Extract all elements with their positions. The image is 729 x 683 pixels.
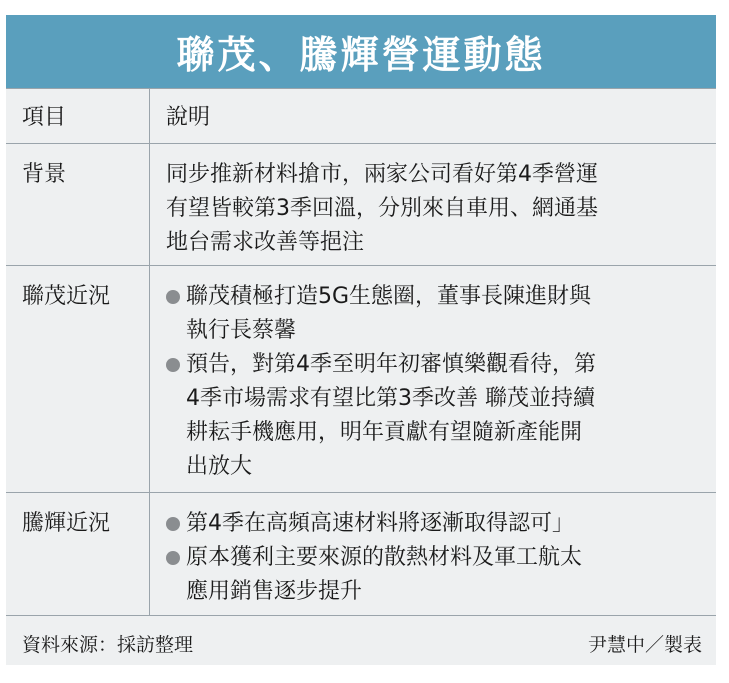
header-col-item [6,89,150,144]
desc-line: 同步推新材料搶市，兩家公司看好第4季營運 [166,162,598,187]
page-title: 聯茂、騰輝營運動態 [176,33,546,77]
bullet-item [166,280,706,348]
author-credit: 尹慧中／製表 [587,634,702,656]
desc-line: 4季市場需求有望比第3季改善 聯茂並持續 [186,386,595,411]
row-label: 聯茂近況 [22,284,111,309]
row-label: 騰輝近況 [22,511,111,536]
header-item-label: 項目 [22,105,67,130]
bullet-text [186,507,706,541]
desc-line: 出放大 [186,454,253,479]
footer [6,615,716,666]
bullet-dot-icon [166,290,180,304]
row-background [6,143,716,266]
bullet-dot-icon [166,517,180,531]
desc-line: 預告，對第4季至明年初審慎樂觀看待，第 [186,352,596,377]
desc-line: 執行長蔡馨 [186,318,297,343]
row-description [166,280,706,484]
desc-line: 聯茂積極打造5G生態圈，董事長陳進財與 [186,284,592,309]
info-card [6,15,716,665]
bullet-item [166,348,706,484]
row-label: 背景 [22,162,67,187]
desc-line: 地台需求改善等挹注 [166,230,365,255]
desc-line: 應用銷售逐步提升 [186,579,363,604]
bullet-item [166,507,706,541]
row-description [166,158,706,260]
bullet-dot-icon [166,358,180,372]
bullet-dot-icon [166,551,180,565]
row-itec-status [6,265,716,493]
row-tuc-status [6,492,716,616]
desc-line: 第4季在高頻高速材料將逐漸取得認可」 [186,511,574,536]
header-row [6,88,716,144]
row-label-cell [6,144,150,266]
bullet-item [166,541,706,609]
row-label-cell [6,493,150,616]
row-label-cell [6,266,150,493]
bullet-text [186,541,706,609]
desc-line: 有望皆較第3季回溫，分別來自車用、網通基 [166,196,598,221]
header-desc-label: 說明 [166,105,211,130]
title-bar [6,15,716,88]
row-description [166,507,706,609]
desc-line: 原本獲利主要來源的散熱材料及軍工航太 [186,545,583,570]
desc-line: 耕耘手機應用，明年貢獻有望隨新產能開 [186,420,583,445]
bullet-text [186,348,706,484]
source-note: 資料來源：採訪整理 [22,634,194,656]
bullet-text [186,280,706,348]
